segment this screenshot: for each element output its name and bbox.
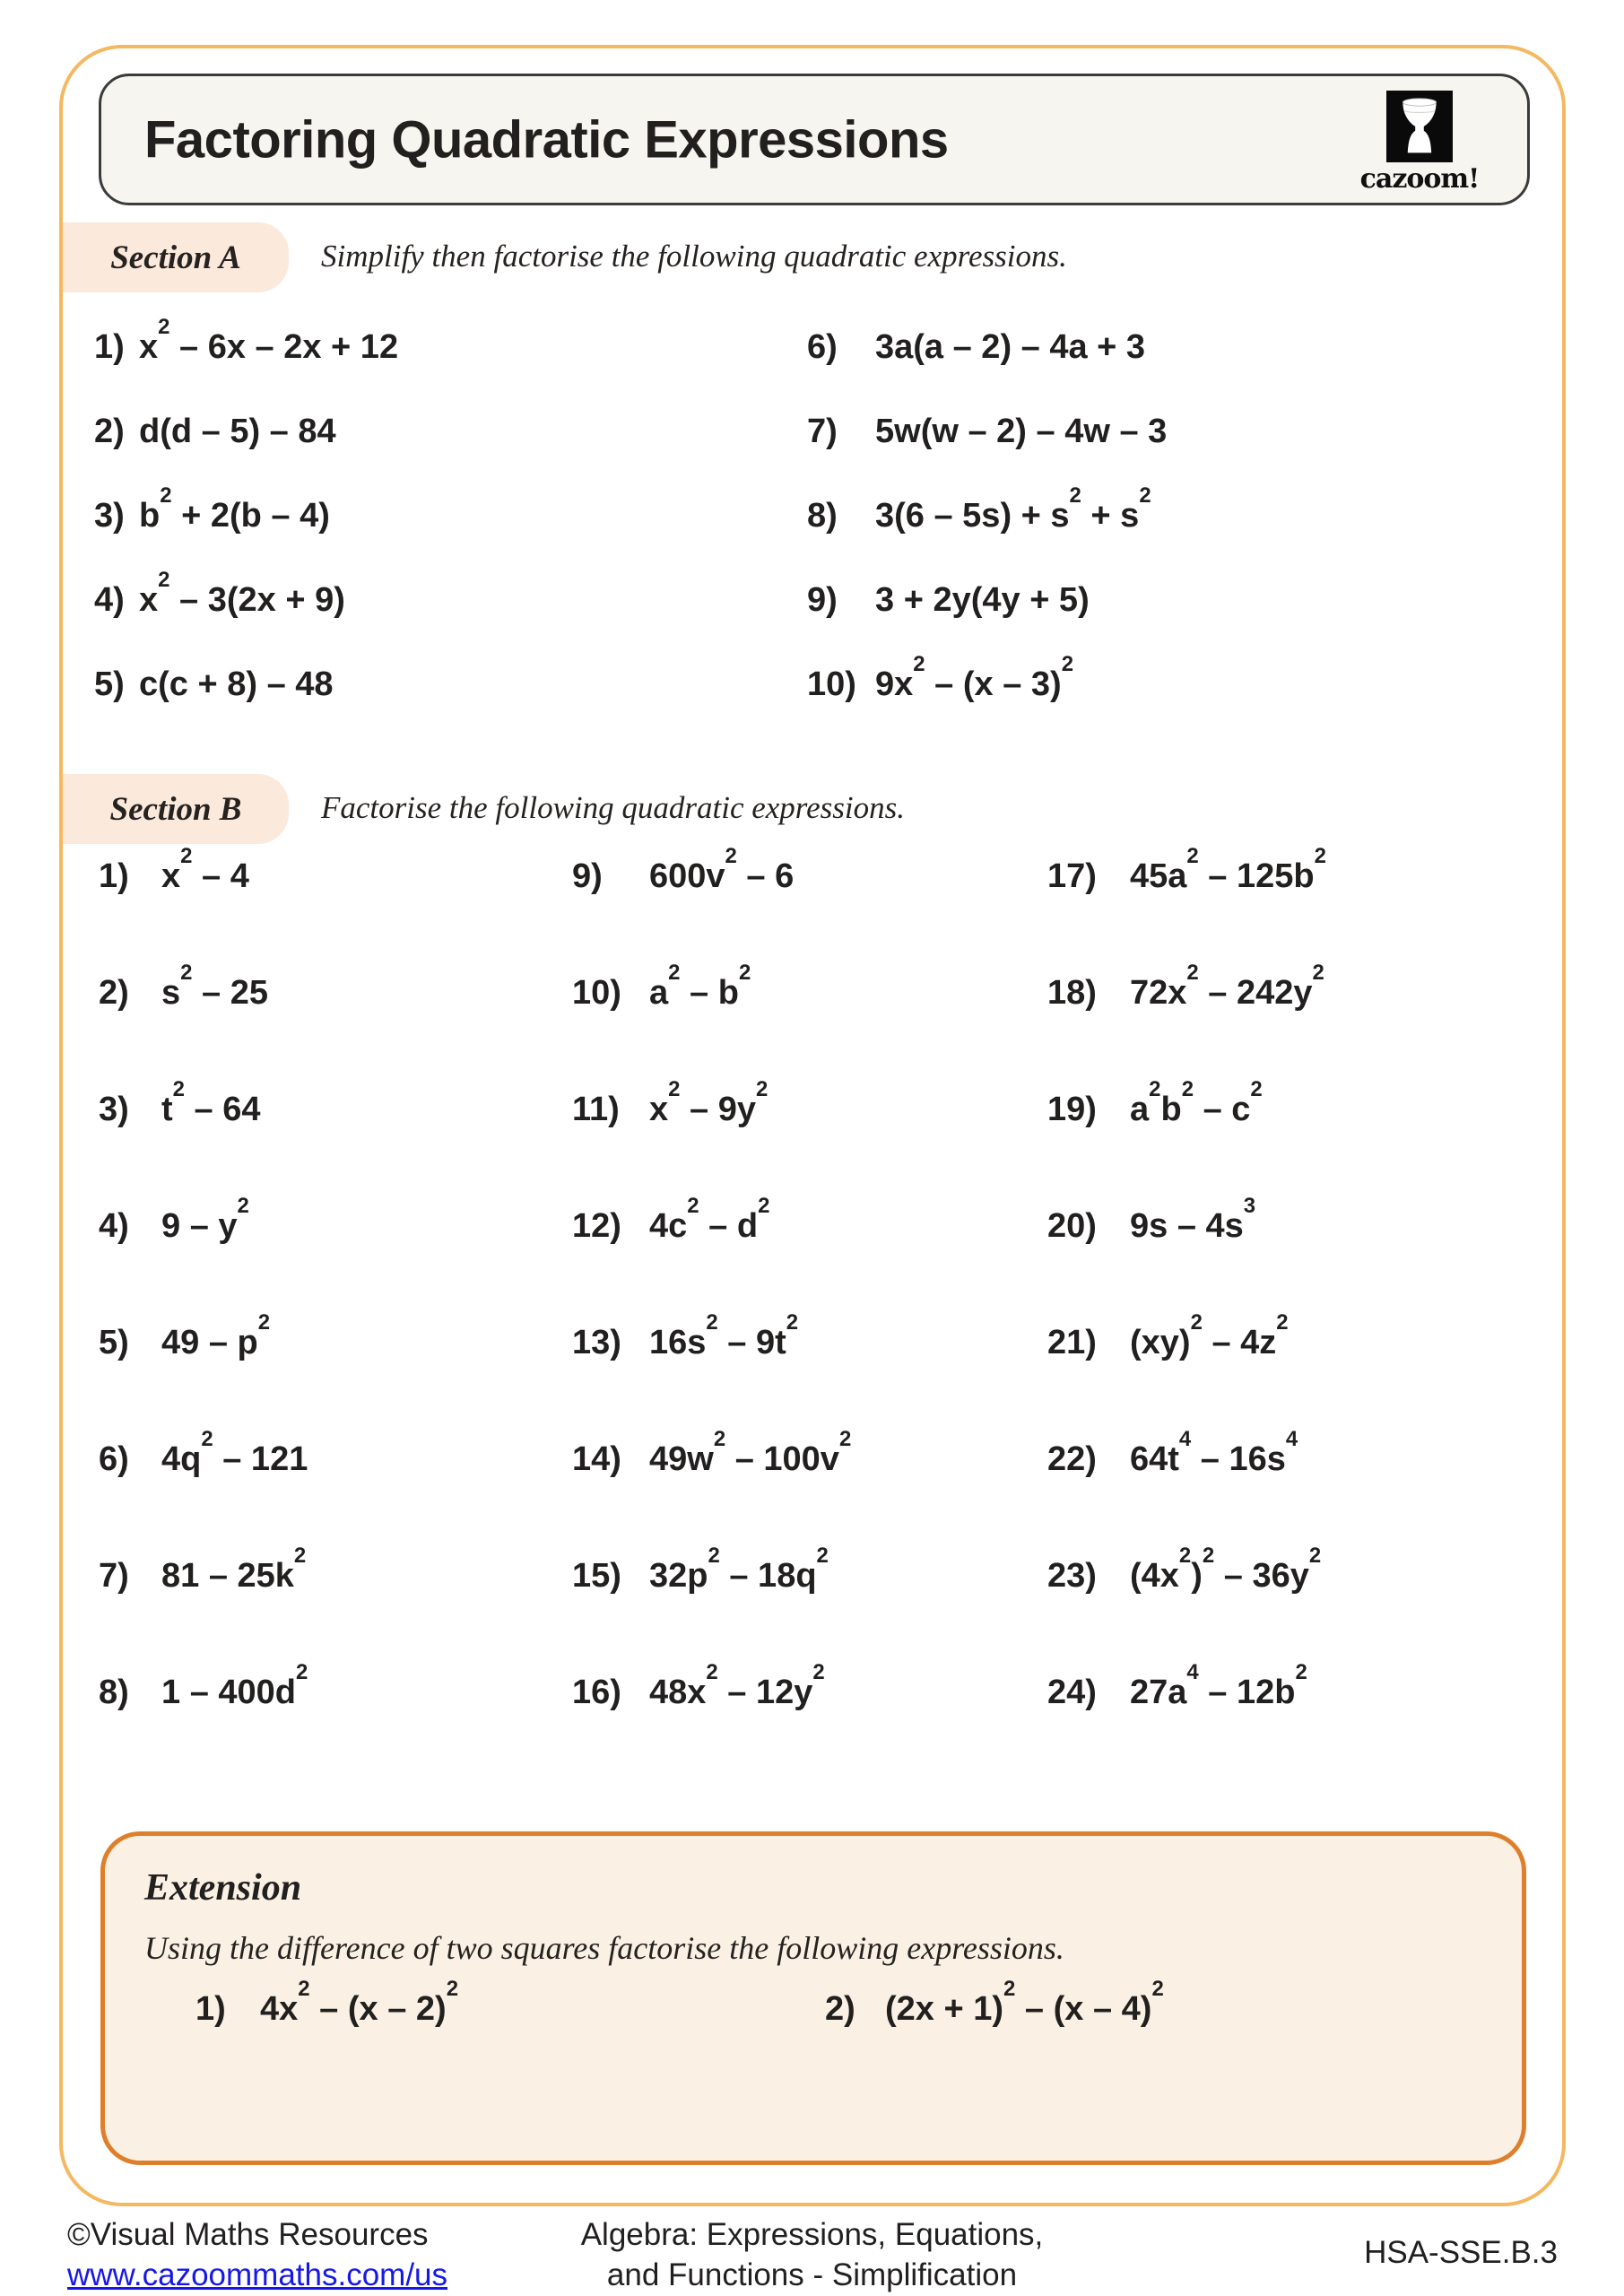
title-box (99, 74, 1530, 205)
section-a-instruction: Simplify then factorise the following quadratic expressions. (321, 239, 1067, 274)
question-expression: $32p^2 - 18q^2$ (649, 1544, 829, 1595)
question-expression: $3(6 - 5s) + s^2 + s^2$ (875, 483, 1151, 535)
question-row (1047, 1194, 1326, 1324)
question-expression: $600v^2 - 6$ (649, 844, 795, 895)
question-row (572, 961, 851, 1091)
footer-attribution (67, 2215, 447, 2296)
question-row (1047, 844, 1326, 974)
brand-text: cazoom! (1359, 163, 1480, 195)
question-row (99, 1660, 308, 1790)
question-row (807, 413, 1167, 497)
question-expression: $9x^2 - (x - 3)^2$ (875, 652, 1074, 703)
question-number: 15) (572, 1557, 621, 1595)
question-row (1047, 1660, 1326, 1790)
question-row (572, 1194, 851, 1324)
question-number: 8) (807, 497, 838, 535)
question-row (94, 413, 398, 497)
question-row (94, 315, 399, 413)
question-row (572, 844, 851, 974)
section-b-column-2 (572, 844, 852, 1790)
question-number: 3) (94, 497, 125, 535)
question-number: 2) (99, 974, 129, 1012)
question-row (807, 581, 1167, 665)
question-expression: $a^2b^2 - c^2$ (1130, 1077, 1263, 1128)
question-number: 7) (807, 413, 838, 450)
extension-instruction: Using the difference of two squares factorise the following expressions. (144, 1930, 1064, 1966)
question-number: 17) (1047, 857, 1097, 895)
footer-standard-code: HSA-SSE.B.3 (1364, 2235, 1558, 2270)
section-b-column-3 (1047, 844, 1326, 1790)
question-number: 9) (807, 581, 838, 619)
question-row (807, 328, 1167, 413)
question-row (195, 1977, 459, 2030)
question-expression: $4q^2 - 121$ (161, 1427, 308, 1478)
question-expression: $s^2 - 25$ (161, 961, 268, 1012)
question-row (572, 1077, 851, 1207)
page-title: Factoring Quadratic Expressions (144, 110, 949, 169)
question-expression: 5w(w – 2) – 4w – 3 (875, 413, 1168, 450)
question-expression: $27a^4 - 12b^2$ (1130, 1660, 1307, 1711)
question-number: 5) (99, 1324, 129, 1361)
question-number: 8) (99, 1674, 129, 1711)
question-row (99, 1427, 308, 1557)
question-number: 10) (572, 974, 621, 1012)
footer-category-line1: Algebra: Expressions, Equations, (580, 2217, 1044, 2252)
question-row (99, 961, 308, 1091)
section-a-column-2 (807, 328, 1167, 750)
question-number: 19) (1047, 1091, 1097, 1128)
footer-copyright: ©Visual Maths Resources (67, 2217, 429, 2252)
question-number: 10) (807, 665, 856, 703)
extension-title: Extension (144, 1867, 302, 1909)
question-number: 6) (99, 1440, 129, 1478)
section-b-column-1 (99, 844, 308, 1790)
question-number: 18) (1047, 974, 1097, 1012)
question-expression: $(xy)^2 - 4z^2$ (1130, 1310, 1289, 1361)
question-row (807, 483, 1167, 581)
section-a-label (63, 222, 289, 292)
cazoom-logo (1348, 91, 1491, 195)
question-number: 3) (99, 1091, 129, 1128)
question-expression: $x^2 - 6x - 2x + 12$ (139, 315, 399, 366)
question-row (1047, 1310, 1326, 1440)
question-row (572, 1544, 851, 1674)
question-number: 4) (99, 1207, 129, 1245)
question-row (825, 1977, 1164, 2030)
question-number: 22) (1047, 1440, 1097, 1478)
question-expression: $(2x + 1)^2 - (x - 4)^2$ (885, 1977, 1164, 2028)
section-a-label-text: Section A (110, 239, 241, 276)
question-expression: $49 - p^2$ (161, 1310, 271, 1361)
question-expression: $9s - 4s^3$ (1130, 1194, 1256, 1245)
section-b-label-text: Section B (109, 790, 242, 828)
question-row (572, 1660, 851, 1790)
question-expression: $x^2 - 3(2x + 9)$ (139, 568, 345, 619)
question-number: 21) (1047, 1324, 1097, 1361)
question-row (99, 844, 308, 974)
question-row (807, 652, 1167, 750)
footer-category (581, 2215, 1044, 2296)
question-number: 6) (807, 328, 838, 366)
question-row (99, 1077, 308, 1207)
question-expression: $45a^2 - 125b^2$ (1130, 844, 1326, 895)
section-b-label (63, 774, 289, 844)
section-b-instruction: Factorise the following quadratic expressions. (321, 790, 906, 825)
footer-category-line2: and Functions - Simplification (606, 2257, 1018, 2292)
question-row (94, 568, 398, 665)
question-expression: $(4x^2)^2 - 36y^2$ (1130, 1544, 1322, 1595)
question-number: 1) (195, 1990, 226, 2028)
question-expression: $t^2 - 64$ (161, 1077, 261, 1128)
question-expression: $4x^2 - (x - 2)^2$ (260, 1977, 459, 2028)
question-number: 2) (94, 413, 125, 450)
question-row (572, 1310, 851, 1440)
extension-box (100, 1831, 1526, 2165)
question-number: 20) (1047, 1207, 1097, 1245)
footer-link[interactable]: www.cazoommaths.com/us (67, 2257, 448, 2292)
question-number: 2) (825, 1990, 855, 2028)
question-expression: $4c^2 - d^2$ (649, 1194, 770, 1245)
question-number: 5) (94, 665, 125, 703)
question-row (1047, 961, 1326, 1091)
question-number: 14) (572, 1440, 621, 1478)
question-expression: $9 - y^2$ (161, 1194, 249, 1245)
section-a-column-1 (94, 315, 399, 750)
question-expression: $a^2 - b^2$ (649, 961, 751, 1012)
question-expression: 3a(a – 2) – 4a + 3 (875, 328, 1146, 366)
question-expression: $64t^4 - 16s^4$ (1130, 1427, 1298, 1478)
question-expression: $81 - 25k^2$ (161, 1544, 307, 1595)
question-number: 1) (99, 857, 129, 895)
question-expression: 3 + 2y(4y + 5) (875, 581, 1090, 619)
question-expression: c(c + 8) – 48 (139, 665, 334, 703)
question-number: 11) (572, 1091, 620, 1128)
question-expression: $48x^2 - 12y^2$ (649, 1660, 825, 1711)
question-expression: $49w^2 - 100v^2$ (649, 1427, 852, 1478)
question-number: 4) (94, 581, 125, 619)
question-row (572, 1427, 852, 1557)
question-expression: $x^2 - 9y^2$ (649, 1077, 769, 1128)
question-row (1047, 1427, 1326, 1557)
question-row (1047, 1544, 1326, 1674)
question-number: 1) (94, 328, 125, 366)
question-row (94, 665, 398, 750)
question-row (1047, 1077, 1326, 1207)
question-number: 16) (572, 1674, 621, 1711)
question-number: 7) (99, 1557, 129, 1595)
question-row (99, 1544, 308, 1674)
question-row (99, 1310, 308, 1440)
question-expression: $72x^2 - 242y^2$ (1130, 961, 1324, 1012)
question-row (99, 1194, 308, 1324)
question-expression: d(d – 5) – 84 (139, 413, 336, 450)
question-row (94, 483, 398, 581)
question-expression: $1 - 400d^2$ (161, 1660, 308, 1711)
question-number: 23) (1047, 1557, 1097, 1595)
question-expression: $16s^2 - 9t^2$ (649, 1310, 799, 1361)
question-number: 24) (1047, 1674, 1097, 1711)
question-expression: $x^2 - 4$ (161, 844, 249, 895)
question-expression: $b^2 + 2(b - 4)$ (139, 483, 330, 535)
djembe-drum-icon (1386, 91, 1453, 162)
question-number: 13) (572, 1324, 621, 1361)
question-number: 12) (572, 1207, 621, 1245)
question-number: 9) (572, 857, 603, 895)
